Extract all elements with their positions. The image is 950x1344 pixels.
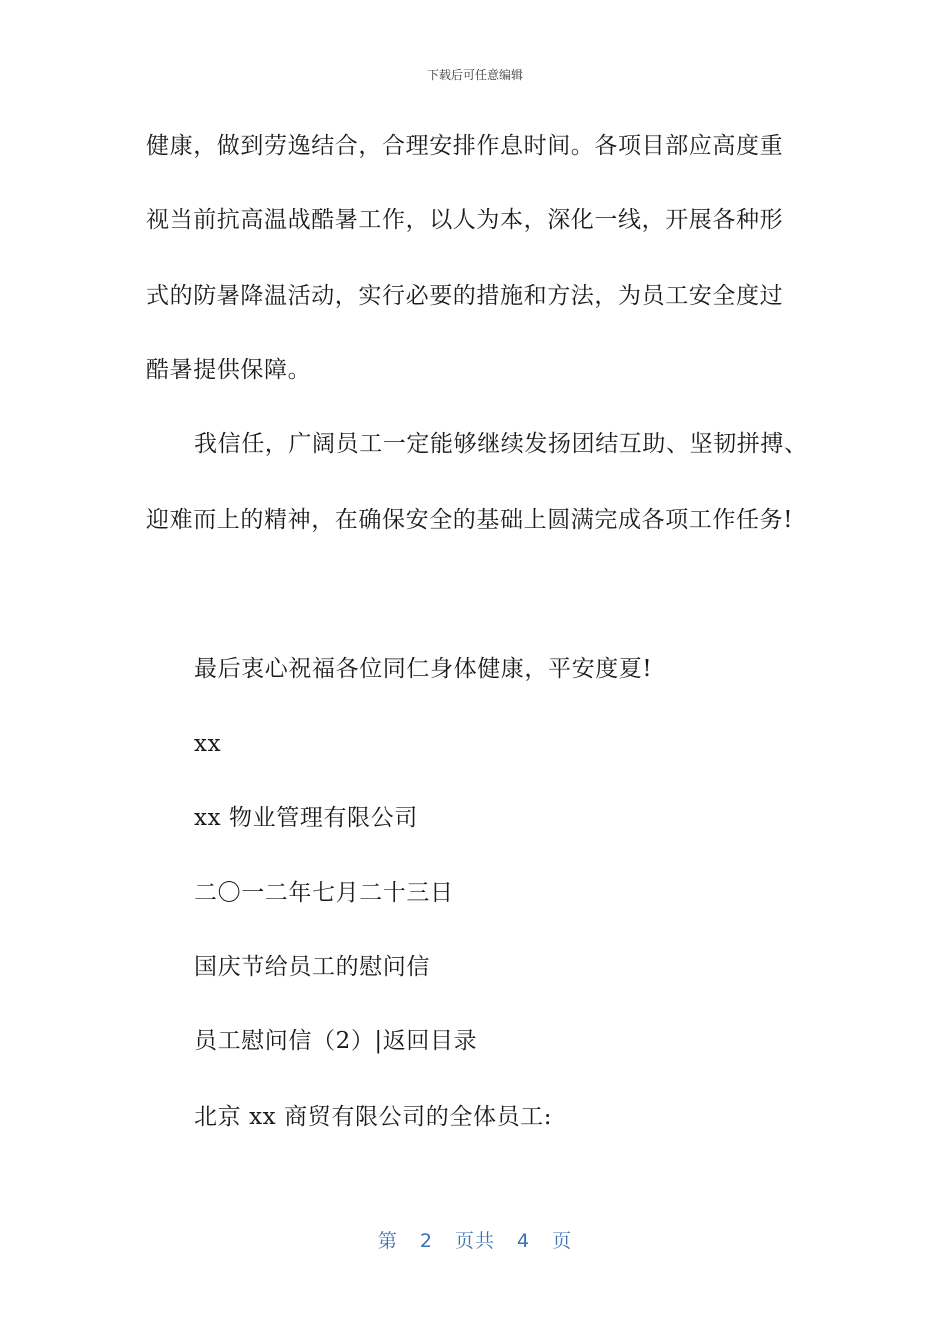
next-letter-title: 国庆节给员工的慰问信 bbox=[194, 954, 430, 980]
header-note: 下载后可任意编辑 bbox=[426, 68, 523, 82]
paragraph2-line1: 我信任，广阔员工一定能够继续发扬团结互助、坚韧拼搏、 bbox=[194, 431, 808, 457]
page-prefix: 第 bbox=[377, 1230, 398, 1252]
page-current: 2 bbox=[419, 1230, 433, 1252]
closing-text: 最后衷心祝福各位同仁身体健康，平安度夏! bbox=[194, 656, 653, 682]
page-total: 4 bbox=[517, 1230, 531, 1252]
next-letter-link[interactable]: 员工慰问信（2）|返回目录 bbox=[194, 1028, 478, 1054]
paragraph1-line2: 视当前抗高温战酷暑工作，以人为本，深化一线，开展各种形 bbox=[146, 207, 784, 233]
salutation: 北京 xx 商贸有限公司的全体员工: bbox=[194, 1104, 553, 1130]
paragraph2-line2: 迎难而上的精神，在确保安全的基础上圆满完成各项工作任务! bbox=[146, 507, 794, 533]
paragraph1-line3: 式的防暑降温活动，实行必要的措施和方法，为员工安全度过 bbox=[146, 283, 784, 309]
page-suffix: 页 bbox=[552, 1230, 573, 1252]
signature-name: xx bbox=[194, 731, 222, 757]
signature-company: xx 物业管理有限公司 bbox=[194, 805, 418, 831]
page-middle: 页共 bbox=[454, 1230, 495, 1252]
signature-date: 二〇一二年七月二十三日 bbox=[194, 880, 454, 906]
paragraph1-line1: 健康，做到劳逸结合，合理安排作息时间。各项目部应高度重 bbox=[146, 133, 784, 159]
page-footer bbox=[0, 1226, 950, 1253]
paragraph1-line4: 酷暑提供保障。 bbox=[146, 357, 312, 383]
